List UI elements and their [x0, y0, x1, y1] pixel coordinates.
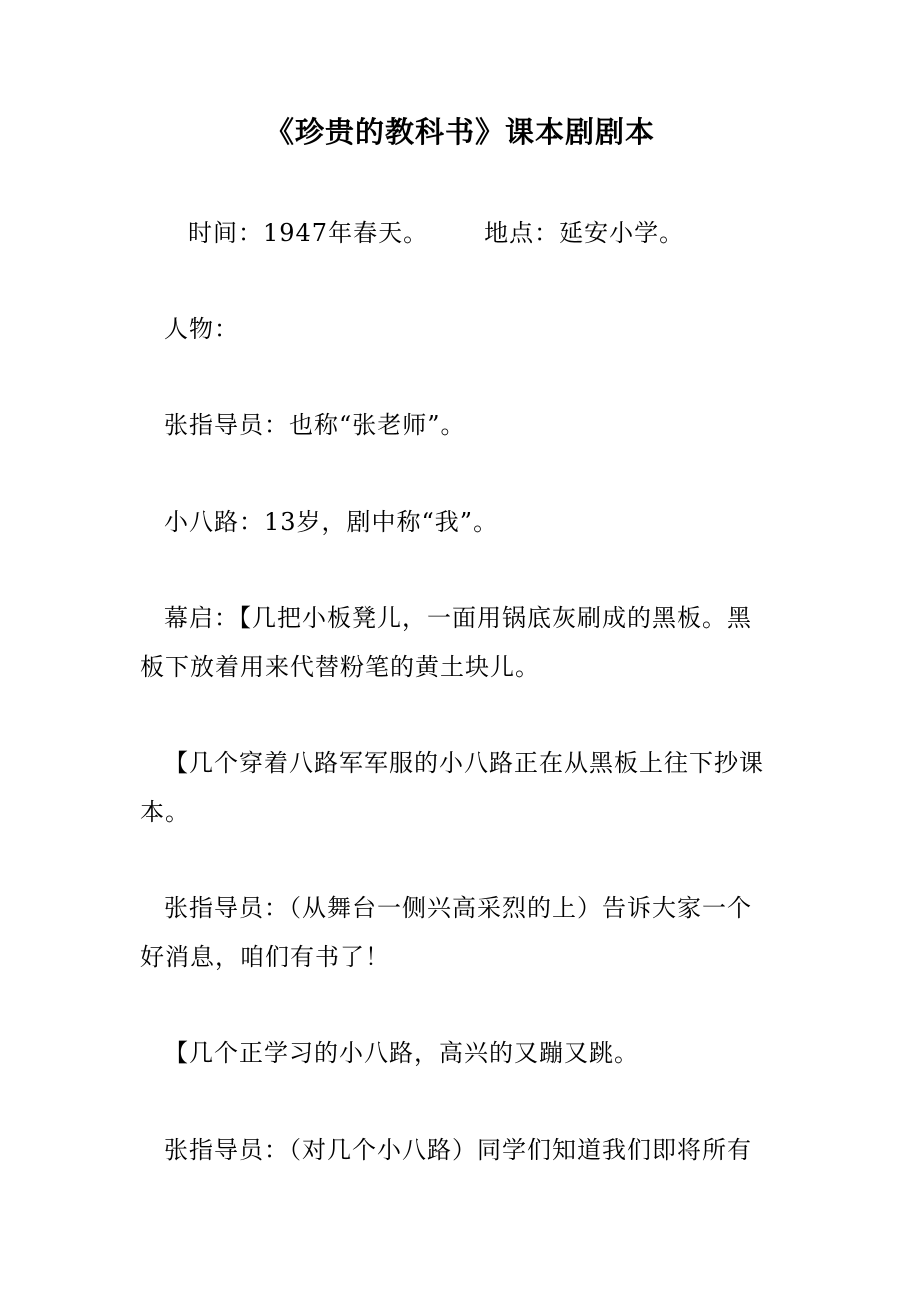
time-place-line: [188, 216, 684, 250]
characters-heading: 人物：: [164, 315, 239, 343]
stage-direction-copying-line2: 本。: [140, 798, 190, 826]
stage-direction-jumping: 【几个正学习的小八路，高兴的又蹦又跳。: [164, 1039, 639, 1067]
stage-direction-opening-line2: 板下放着用来代替粉笔的黄土块儿。: [140, 653, 540, 681]
time-text: 时间：1947年春天。: [188, 219, 429, 247]
character-xiaobalu: 小八路：13岁，剧中称“我”。: [164, 508, 499, 536]
dialogue-zhang-2-line1: 张指导员：（对几个小八路）同学们知道我们即将所有: [164, 1136, 752, 1164]
place-text: 地点：延安小学。: [484, 219, 685, 247]
dialogue-zhang-1-line1: 张指导员：（从舞台一侧兴高采烈的上）告诉大家一个: [164, 894, 752, 922]
document-title: 《珍贵的教科书》课本剧剧本: [264, 115, 655, 149]
dialogue-zhang-1-line2: 好消息，咱们有书了！: [140, 943, 390, 971]
character-zhang: 张指导员：也称“张老师”。: [164, 411, 466, 439]
stage-direction-copying-line1: 【几个穿着八路军军服的小八路正在从黑板上往下抄课: [164, 749, 764, 777]
stage-direction-opening-line1: 幕启：【几把小板凳儿，一面用锅底灰刷成的黑板。黑: [164, 604, 752, 632]
